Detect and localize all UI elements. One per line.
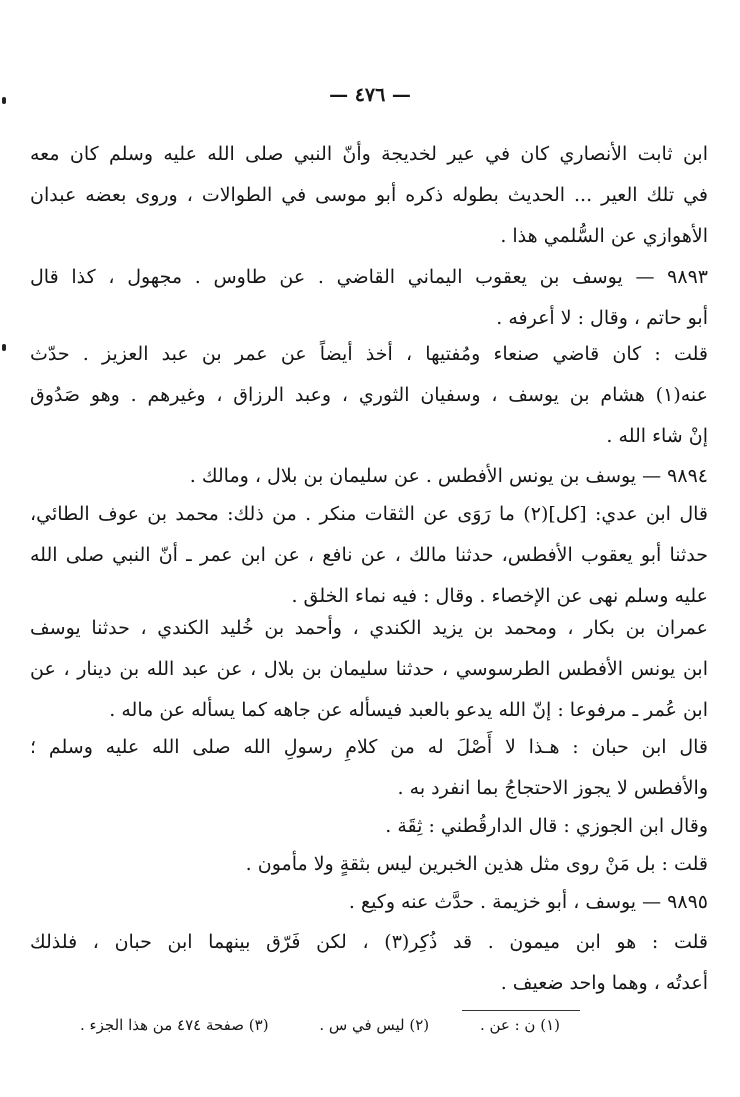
footnotes xyxy=(80,1014,560,1036)
text-line: ٩٨٩٤ — يوسف بن يونس الأفطس . عن سليمان بن بلال ، ومالك . xyxy=(189,465,708,487)
paragraph xyxy=(30,844,708,885)
text-line: ٩٨٩٣ — يوسف بن يعقوب اليماني القاضي . عن طاوس . مجهول ، كذا قال xyxy=(30,266,708,288)
text-line: قال ابن حبان : هـذا لا أَصْلَ له من كلامِ رسولِ الله صلى الله عليه وسلم ؛ xyxy=(30,736,708,758)
text-line: قال ابن عدي: [كل](٢) ما رَوَى عن الثقات منكر . من ذلك: محمد بن عوف الطائي، xyxy=(30,503,708,525)
text-line: قلت : بل مَنْ روى مثل هذين الخبرين ليس بثقةٍ ولا مأمون . xyxy=(245,853,708,875)
entry-9893 xyxy=(30,257,708,339)
text-line: قلت : كان قاضي صنعاء ومُفتيها ، أخذ أيضاً عن عمر بن عبد العزيز . حدّث xyxy=(30,343,708,365)
text-line: عنه(١) هشام بن يوسف ، وسفيان الثوري ، وعبد الرزاق ، وغيرهم . وهو صَدُوق xyxy=(30,384,708,406)
text-line: قلت : هو ابن ميمون . قد ذُكِر(٣) ، لكن فَرّق بينهما ابن حبان ، فلذلك xyxy=(30,931,709,953)
text-line: إنْ شاء الله . xyxy=(606,425,708,447)
text-line: ابن يونس الأفطس الطرسوسي ، حدثنا سليمان بن بلال ، عن عبد الله بن دينار ، عن xyxy=(30,658,708,680)
text-line: ابن عُمر ـ مرفوعا : إنّ الله يدعو بالعبد فيسأله عن جاهه كما يسأله عن ماله . xyxy=(109,699,708,721)
paragraph xyxy=(30,922,708,1004)
text-line: أعدتُه ، وهما واحد ضعيف . xyxy=(500,972,708,994)
paragraph xyxy=(30,134,708,257)
text-line: حدثنا أبو يعقوب الأفطس، حدثنا مالك ، عن نافع ، عن ابن عمر ـ أنّ النبي صلى الله xyxy=(30,544,708,566)
text-line: في تلك العير ... الحديث بطوله ذكره أبو موسى في الطوالات ، وروى بعضه عبدان xyxy=(30,184,708,206)
text-line: ابن ثابت الأنصاري كان في عير لخديجة وأنّ النبي صلى الله عليه وسلم كان معه xyxy=(30,143,708,165)
text-line: ٩٨٩٥ — يوسف ، أبو خزيمة . حدَّث عنه وكيع . xyxy=(348,891,708,913)
paragraph xyxy=(30,727,708,809)
entry-9895 xyxy=(30,882,708,923)
paragraph xyxy=(30,608,708,731)
text-line: والأفطس لا يجوز الاحتجاجُ بما انفرد به . xyxy=(397,777,708,799)
scan-speck xyxy=(2,97,6,104)
page-number: — ٤٧٦ — xyxy=(329,84,411,106)
paragraph xyxy=(30,334,708,457)
entry-9894 xyxy=(30,456,708,497)
footnote-3: (٣) صفحة ٤٧٤ من هذا الجزء . xyxy=(80,1016,269,1034)
footnote-2: (٢) ليس في س . xyxy=(319,1016,430,1034)
text-line: أبو حاتم ، وقال : لا أعرفه . xyxy=(496,307,708,329)
text-line: عليه وسلم نهى عن الإخصاء . وقال : فيه نماء الخلق . xyxy=(291,585,708,607)
text-line: الأهوازي عن السُّلمي هذا . xyxy=(500,225,708,247)
paragraph xyxy=(30,494,708,617)
footnote-divider xyxy=(462,1010,580,1011)
scan-speck xyxy=(2,344,6,351)
text-line: وقال ابن الجوزي : قال الدارقُطني : ثِقَة . xyxy=(385,815,708,837)
text-line: عمران بن بكار ، ومحمد بن يزيد الكندي ، وأحمد بن خُليد الكندي ، حدثنا يوسف xyxy=(30,617,708,639)
footnote-1: (١) ن : عن . xyxy=(479,1016,560,1034)
paragraph xyxy=(30,806,708,847)
